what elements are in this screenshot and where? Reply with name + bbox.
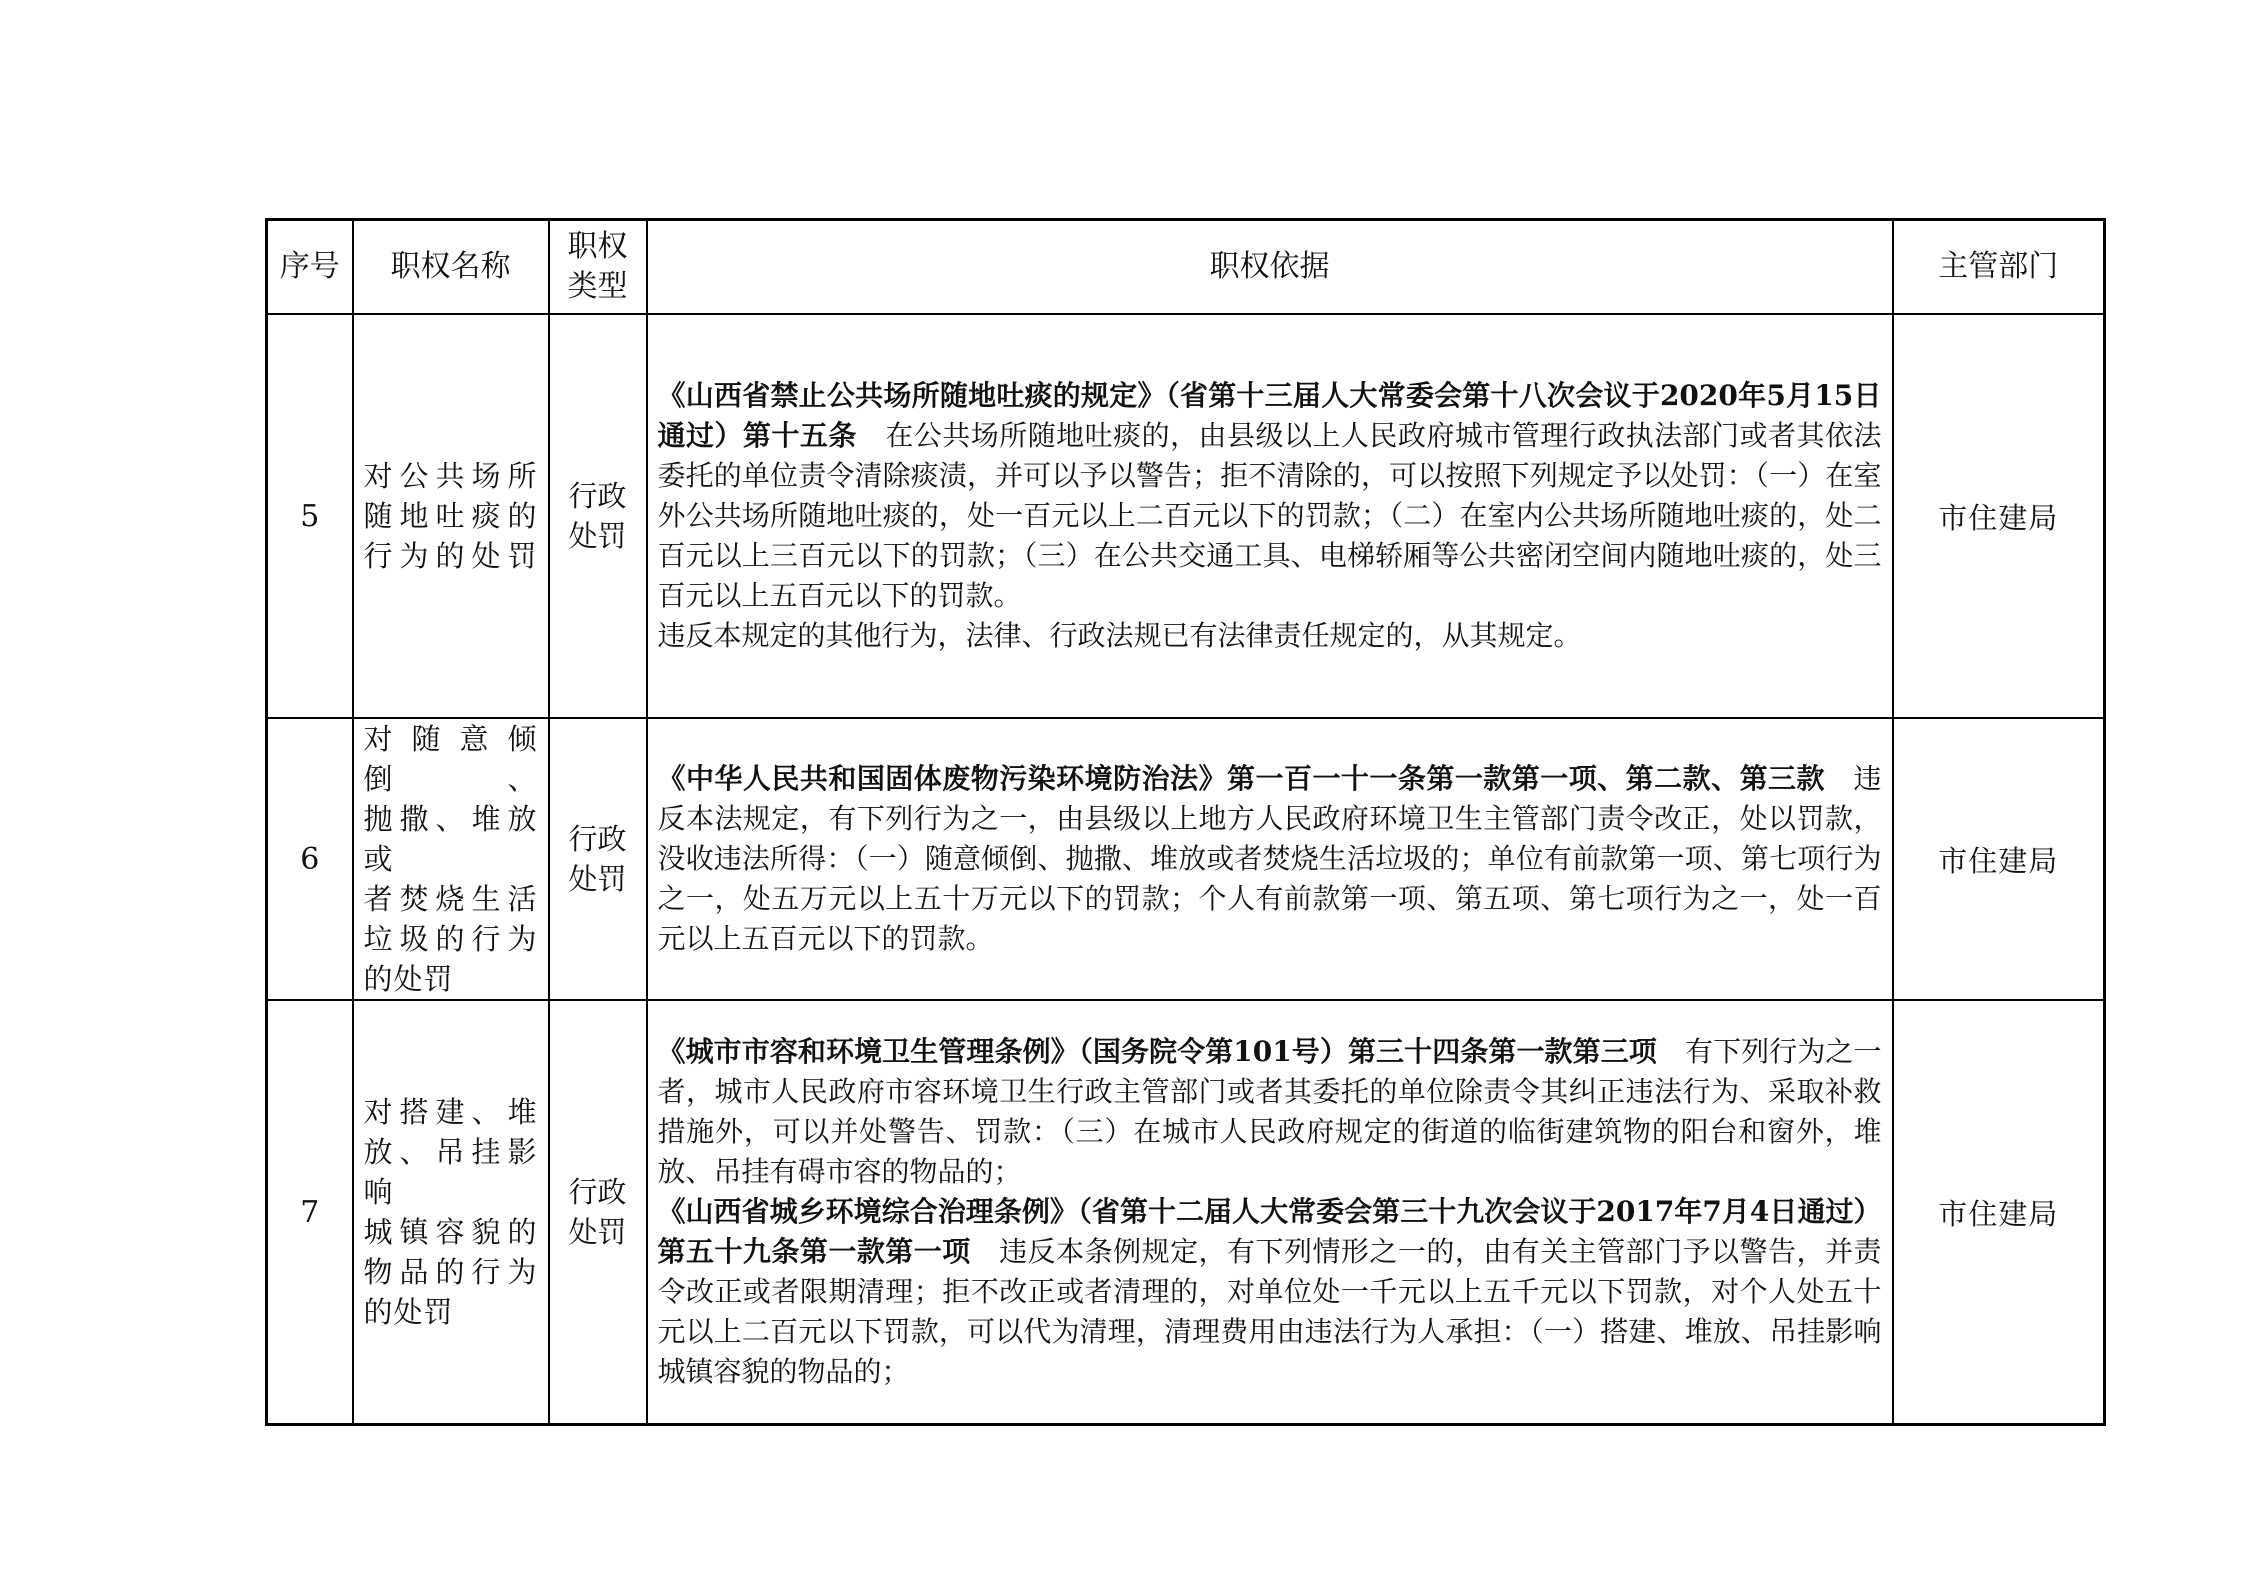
row-name-line: 行为的处罚 (363, 539, 538, 573)
basis-text: 违反本法规定，有下列行为之一，由县级以上地方人民政府环境卫生主管部门责令改正，处以罚款，没收违法所得：（一）随意倾倒、抛撒、堆放或者焚烧生活垃圾的；单位有前款第一项、第七项行为之一，处五万元以上五十万元以下的罚款；个人有前款第一项、第五项、第七项行为之一，处一百元以上五百元以下的罚款。 (657, 762, 1882, 955)
row-name-line: 者焚烧生活 (363, 882, 538, 916)
row-basis (647, 1000, 1893, 1425)
row-name-line: 垃圾的行为 (363, 922, 538, 956)
basis-paragraph (658, 759, 1882, 959)
table-row (267, 314, 2105, 718)
table-header-row (267, 220, 2105, 315)
row-basis (647, 718, 1893, 1000)
powers-table-container (265, 218, 2103, 1388)
row-type-line: 处罚 (568, 1215, 627, 1249)
row-dept: 市住建局 (1893, 718, 2105, 1000)
row-name-line: 放、吊挂影响 (363, 1135, 538, 1209)
header-name: 职权名称 (353, 220, 549, 315)
row-type (549, 314, 647, 718)
header-no: 序号 (267, 220, 353, 315)
header-type (549, 220, 647, 315)
row-name-line: 的处罚 (363, 1295, 454, 1329)
basis-citation: 《城市市容和环境卫生管理条例》（国务院令第101号）第三十四条第一款第三项 (657, 1035, 1657, 1068)
row-type (549, 718, 647, 1000)
basis-text: 有下列行为之一者，城市人民政府市容环境卫生行政主管部门或者其委托的单位除责令其纠正违法行为、采取补救措施外，可以并处警告、罚款：（三）在城市人民政府规定的街道的临街建筑物的阳台和窗外，堆放、吊挂有碍市容的物品的； (657, 1035, 1882, 1188)
basis-paragraph (658, 1192, 1882, 1392)
row-type-line: 行政 (568, 822, 627, 856)
row-type (549, 1000, 647, 1425)
row-no: 7 (267, 1000, 353, 1425)
row-name (353, 718, 549, 1000)
row-type-line: 行政 (568, 479, 627, 513)
row-no: 5 (267, 314, 353, 718)
row-name-line: 对公共场所 (363, 459, 538, 493)
basis-paragraph: 违反本规定的其他行为，法律、行政法规已有法律责任规定的，从其规定。 (657, 619, 1582, 652)
basis-citation: 《中华人民共和国固体废物污染环境防治法》第一百一十一条第一款第一项、第二款、第三款 (657, 762, 1825, 795)
row-name (353, 314, 549, 718)
basis-text: 在公共场所随地吐痰的，由县级以上人民政府城市管理行政执法部门或者其依法委托的单位责令清除痰渍，并可以予以警告；拒不清除的，可以按照下列规定予以处罚：（一）在室外公共场所随地吐痰的，处一百元以上二百元以下的罚款；（二）在室内公共场所随地吐痰的，处二百元以上三百元以下的罚款；（三）在公共交通工具、电梯轿厢等公共密闭空间内随地吐痰的，处三百元以上五百元以下的罚款。 (657, 419, 1882, 612)
basis-paragraph (658, 1032, 1882, 1192)
row-no: 6 (267, 718, 353, 1000)
row-name-line: 随地吐痰的 (363, 499, 538, 533)
row-type-line: 处罚 (568, 519, 627, 553)
basis-text: 违反本条例规定，有下列情形之一的，由有关主管部门予以警告，并责令改正或者限期清理；拒不改正或者清理的，对单位处一千元以上五千元以下罚款，对个人处五十元以上二百元以下罚款，可以代为清理，清理费用由违法行为人承担：（一）搭建、堆放、吊挂影响城镇容貌的物品的； (657, 1235, 1882, 1388)
row-dept: 市住建局 (1893, 314, 2105, 718)
table-row (267, 718, 2105, 1000)
basis-citation: 《山西省禁止公共场所随地吐痰的规定》（省第十三届人大常委会第十八次会议于2020年5月15日通过）第十五条 (657, 379, 1882, 452)
row-dept: 市住建局 (1893, 1000, 2105, 1425)
row-name-line: 对随意倾倒、 (363, 722, 538, 796)
header-dept: 主管部门 (1893, 220, 2105, 315)
row-name-line: 的处罚 (363, 962, 454, 996)
basis-paragraph (658, 376, 1882, 616)
row-type-line: 处罚 (568, 862, 627, 896)
row-name-line: 城镇容貌的 (363, 1215, 538, 1249)
header-type-line1: 职权 (567, 229, 628, 264)
table-row (267, 1000, 2105, 1425)
row-type-line: 行政 (568, 1175, 627, 1209)
header-type-line2: 类型 (567, 269, 628, 304)
powers-table (265, 218, 2106, 1426)
row-name (353, 1000, 549, 1425)
row-name-line: 对搭建、堆 (363, 1095, 538, 1129)
row-name-line: 抛撒、堆放或 (363, 802, 538, 876)
row-name-line: 物品的行为 (363, 1255, 538, 1289)
header-basis: 职权依据 (647, 220, 1893, 315)
basis-citation: 《山西省城乡环境综合治理条例》（省第十二届人大常委会第三十九次会议于2017年7月4日通过）第五十九条第一款第一项 (657, 1195, 1882, 1268)
row-basis (647, 314, 1893, 718)
